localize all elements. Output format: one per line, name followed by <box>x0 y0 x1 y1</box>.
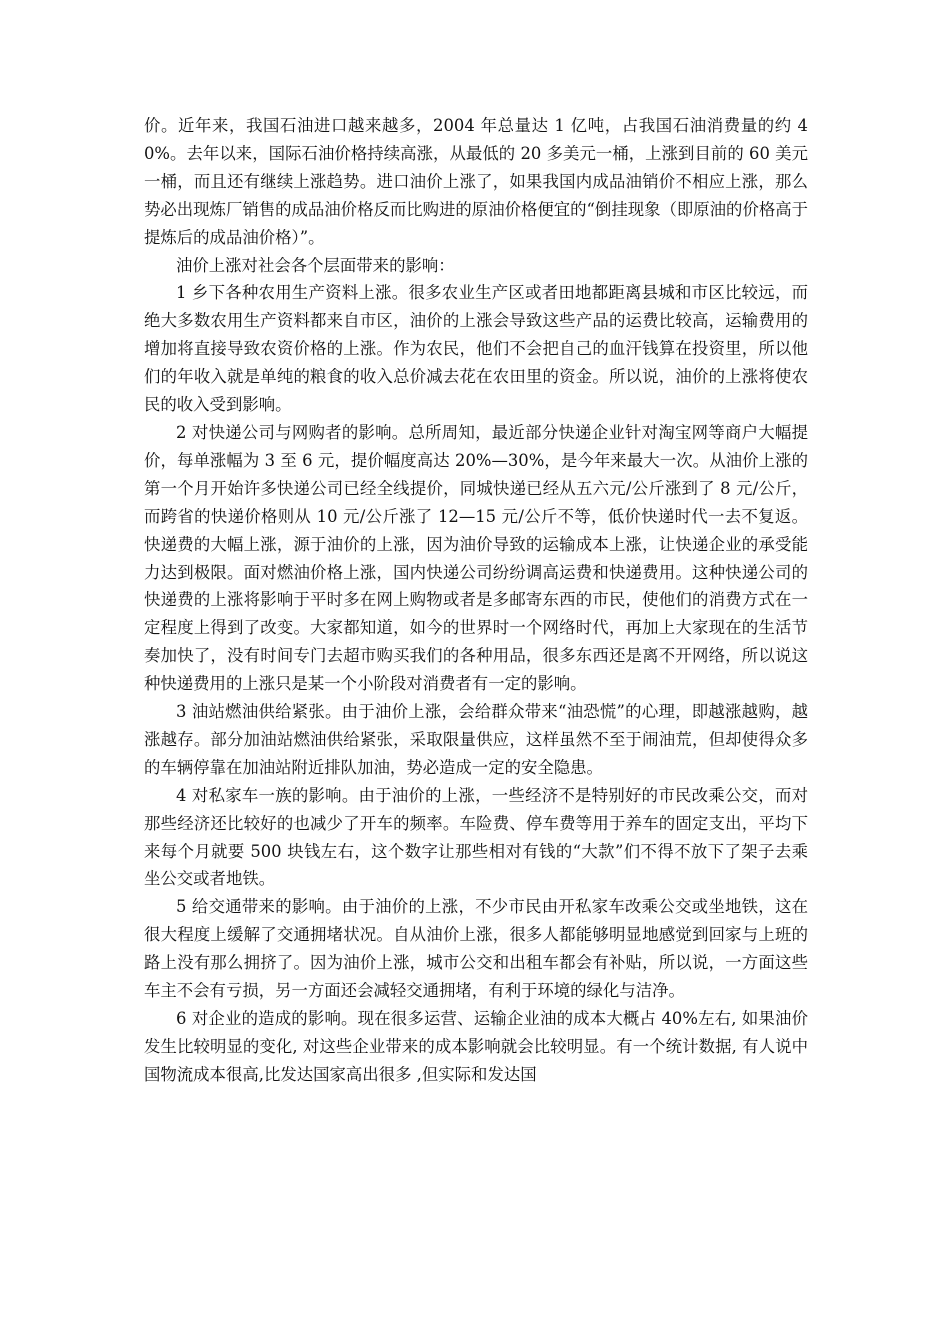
paragraph-agriculture: 1 乡下各种农用生产资料上涨。很多农业生产区或者田地都距离县城和市区比较远，而绝大多数农用生产资料都来自市区，油价的上涨会导致这些产品的运费比较高，运输费用的增加将直接导致农资价格的上涨。作为农民，他们不会把自己的血汗钱算在投资里，所以他们的年收入就是单纯的粮食的收入总价减去花在农田里的资金。所以说，油价的上涨将使农民的收入受到影响。 <box>144 283 808 415</box>
paragraph-enterprise: 6 对企业的造成的影响。现在很多运营、运输企业油的成本大概占 40%左右, 如果油价发生比较明显的变化, 对这些企业带来的成本影响就会比较明显。有一个统计数据, 有人说中国物流成本很高,比发达国家高出很多 ,但实际和发达国 <box>144 1009 808 1084</box>
paragraph-traffic: 5 给交通带来的影响。由于油价的上涨，不少市民由开私家车改乘公交或坐地铁，这在很大程度上缓解了交通拥堵状况。自从油价上涨，很多人都能够明显地感觉到回家与上班的路上没有那么拥挤了。因为油价上涨，城市公交和出租车都会有补贴，所以说，一方面这些车主不会有亏损，另一方面还会减轻交通拥堵，有利于环境的绿化与洁净。 <box>144 897 808 1001</box>
paragraph-impact-heading: 油价上涨对社会各个层面带来的影响： <box>176 255 455 275</box>
paragraph-express-delivery: 2 对快递公司与网购者的影响。总所周知，最近部分快递企业针对淘宝网等商户大幅提价，每单涨幅为 3 至 6 元，提价幅度高达 20%—30%，是今年来最大一次。从油价上涨的第一个月开始许多快递公司已经全线提价，同城快递已经从五六元/公斤涨到了 8 元/公斤，而跨省的快递价格则从 10 元/公斤涨了 12—15 元/公斤不等，低价快递时代一去不复返。快递费的大幅上涨，源于油价的上涨，因为油价导致的运输成本上涨，让快递企业的承受能力达到极限。面对燃油价格上涨，国内快递公司纷纷调高运费和快递费用。这种快递公司的快递费的上涨将影响于平时多在网上购物或者是多邮寄东西的市民，使他们的消费方式在一定程度上得到了改变。大家都知道，如今的世界时一个网络时代，再加上大家现在的生活节奏加快了，没有时间专门去超市购买我们的各种用品，很多东西还是离不开网络，所以说这种快递费用的上涨只是某一个小阶段对消费者有一定的影响。 <box>144 422 808 694</box>
paragraph-gas-station: 3 油站燃油供给紧张。由于油价上涨，会给群众带来“油恐慌”的心理，即越涨越购，越涨越存。部分加油站燃油供给紧张，采取限量供应，这样虽然不至于闹油荒，但却使得众多的车辆停靠在加油站附近排队加油，势必造成一定的安全隐患。 <box>144 702 808 777</box>
document-page <box>144 112 808 1089</box>
paragraph-private-car: 4 对私家车一族的影响。由于油价的上涨，一些经济不是特别好的市民改乘公交，而对那些经济还比较好的也减少了开车的频率。车险费、停车费等用于养车的固定支出，平均下来每个月就要 500 块钱左右，这个数字让那些相对有钱的“大款”们不得不放下了架子去乘坐公交或者地铁。 <box>144 785 808 889</box>
paragraph-import-oil-price: 价。近年来，我国石油进口越来越多，2004 年总量达 1 亿吨，占我国石油消费量的约 40%。去年以来，国际石油价格持续高涨，从最低的 20 多美元一桶，上涨到目前的 60 美元一桶，而且还有继续上涨趋势。进口油价上涨了，如果我国内成品油销价不相应上涨，那么势必出现炼厂销售的成品油价格反而比购进的原油价格便宜的“倒挂现象（即原油的价格高于提炼后的成品油价格）”。 <box>144 116 809 247</box>
